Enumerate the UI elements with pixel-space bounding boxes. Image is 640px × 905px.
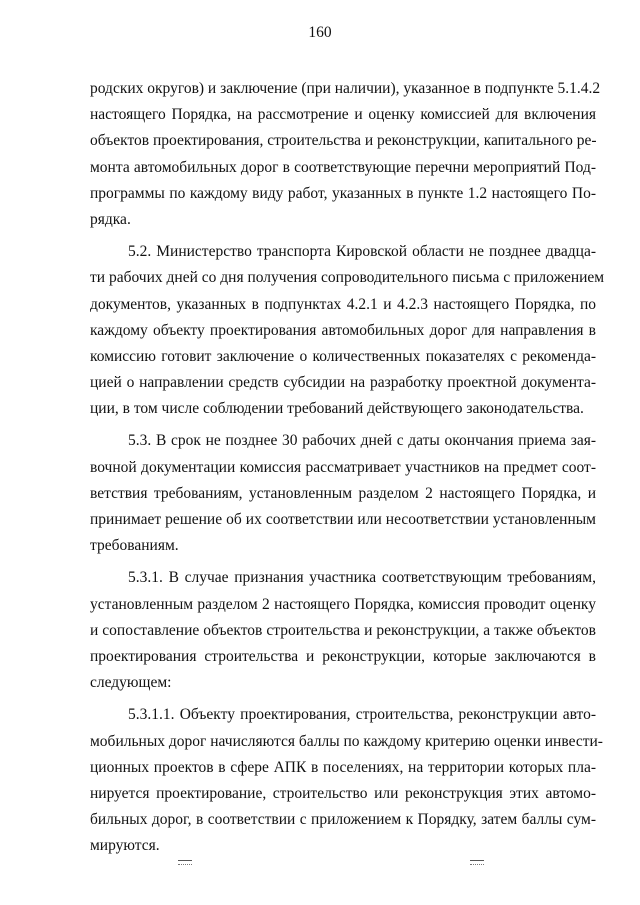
- text-line: цией о направлении средств субсидии на разработку проектной документа-: [90, 374, 596, 392]
- text-line: программы по каждому виду работ, указанных в пункте 1.2 настоящего По-: [90, 184, 596, 202]
- text-line: комиссию готовит заключение о количественных показателях с рекоменда-: [90, 347, 596, 365]
- text-line: 5.3. В срок не позднее 30 рабочих дней с даты окончания приема зая-: [128, 432, 596, 450]
- text-line: ти рабочих дней со дня получения сопроводительного письма с приложением: [90, 269, 605, 287]
- text-line: проектирования строительства и реконструкции, которые заключаются в: [90, 647, 596, 665]
- paragraph: [90, 76, 601, 233]
- text-line: мобильных дорог начисляются баллы по каждому критерию оценки инвести-: [90, 732, 603, 750]
- text-line: объектов проектирования, строительства и реконструкции, капитального ре-: [90, 132, 597, 150]
- text-line: каждому объекту проектирования автомобильных дорог для направления в: [90, 321, 596, 339]
- document-body: [90, 76, 605, 859]
- text-line: ции, в том числе соблюдении требований действующего законодательства.: [90, 400, 584, 418]
- page-number: 160: [308, 24, 332, 41]
- text-line: вочной документации комиссия рассматривает участников на предмет соот-: [90, 458, 596, 476]
- text-line: документов, указанных в подпунктах 4.2.1 и 4.2.3 настоящего Порядка, по: [90, 295, 596, 313]
- scan-mark: [178, 860, 192, 865]
- text-line: ционных проектов в сфере АПК в поселениях, на территории которых пла-: [90, 758, 596, 776]
- text-line: нируется проектирование, строительство или реконструкция этих автомо-: [90, 784, 596, 802]
- paragraph: [90, 428, 596, 559]
- text-line: 5.3.1.1. Объекту проектирования, строительства, реконструкции авто-: [128, 706, 596, 724]
- text-line: 5.3.1. В случае признания участника соответствующим требованиям,: [128, 569, 596, 587]
- text-line: родских округов) и заключение (при наличии), указанное в подпункте 5.1.4.2: [90, 80, 601, 97]
- text-line: установленным разделом 2 настоящего Порядка, комиссия проводит оценку: [90, 595, 596, 613]
- text-line: монта автомобильных дорог в соответствующие перечни мероприятий Под-: [90, 158, 596, 176]
- text-line: следующем:: [90, 674, 172, 692]
- scan-mark: [470, 860, 484, 865]
- text-line: 5.2. Министерство транспорта Кировской области не позднее двадца-: [128, 243, 596, 261]
- text-line: настоящего Порядка, на рассмотрение и оценку комиссией для включения: [90, 106, 596, 124]
- text-line: мируются.: [90, 837, 160, 855]
- text-line: принимает решение об их соответствии или несоответствии установленным: [90, 511, 596, 528]
- text-line: и сопоставление объектов строительства и реконструкции, а также объектов: [90, 621, 596, 639]
- paragraph: [90, 239, 605, 422]
- text-line: требованиям.: [90, 537, 179, 555]
- text-line: рядка.: [90, 210, 131, 228]
- paragraph: [90, 565, 596, 696]
- text-line: ветствия требованиям, установленным разделом 2 настоящего Порядка, и: [90, 484, 596, 502]
- paragraph: [90, 702, 603, 859]
- text-line: бильных дорог, в соответствии с приложением к Порядку, затем баллы сум-: [90, 811, 596, 829]
